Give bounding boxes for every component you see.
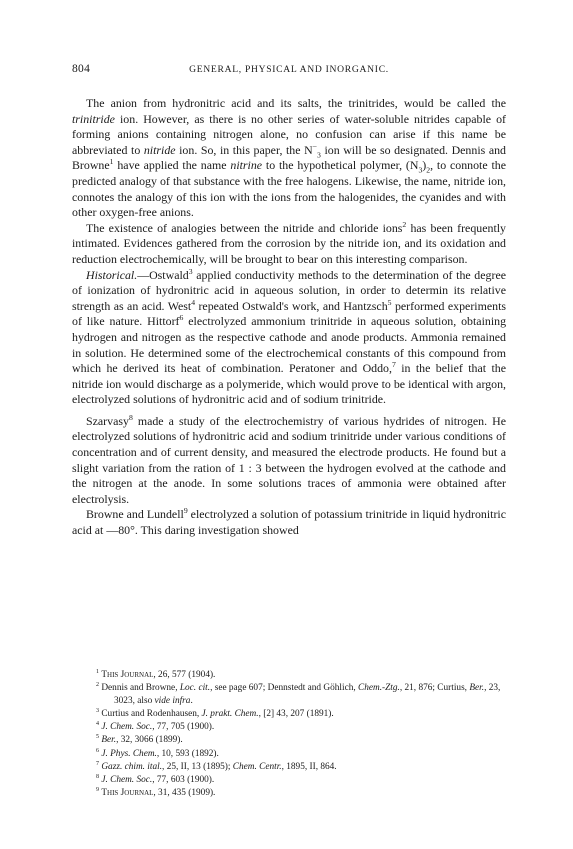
text-run: electrolyzed a solution of potassium trinitride in liquid hydronitric acid at —80°. This daring investigation showed <box>72 507 506 538</box>
text-run: Browne and Lundell <box>86 507 184 522</box>
footnote-italic: Chem.-Ztg. <box>358 683 400 694</box>
section-heading-inline: Historical. <box>86 267 138 282</box>
footnote-ref: 8 <box>128 412 133 422</box>
italic-term: nitride <box>143 142 176 157</box>
footnote-text: , 77, 705 (1900). <box>152 722 215 733</box>
footnote-number: 5 <box>96 734 100 741</box>
footnote-italic: vide infra <box>154 696 191 707</box>
text-run: in the belief that the nitride ion would discharge as a polymeride, which would prove to be identical with argon, electrolyzed solutions of hydronitric acid and of sodium trinitride. <box>72 361 506 407</box>
text-run: has been frequently intimated. Evidences gathered from the corrosion by the nitride ion, and its oxidation and reduction electrochemically, will be brought to bear on this interesting comparison. <box>72 220 507 266</box>
text-run: ) <box>422 158 427 173</box>
footnote-number: 3 <box>96 708 100 715</box>
footnote-ref: 7 <box>391 360 396 370</box>
paragraph-1 <box>72 96 506 221</box>
text-run: electrolyzed ammonium trinitride in aqueous solution, obtaining hydrogen and nitrogen as the respective cathode and anode products. Ammonia remained in solution. He determined some of the electrochemical constants of this compound from which he derived its heat of combination. Peratoner and Oddo, <box>72 314 507 376</box>
footnote-ref: 1 <box>109 157 114 167</box>
footnote-ref: 6 <box>179 313 184 323</box>
footnote-italic: Chem. Centr. <box>232 761 282 772</box>
footnote-6 <box>72 748 506 761</box>
footnote-italic: Loc. cit. <box>179 683 211 694</box>
footnote-ref: 3 <box>188 266 193 276</box>
text-run: —Ostwald <box>137 267 189 282</box>
italic-term: nitrine <box>230 158 263 173</box>
footnote-italic: Gazz. chim. ital. <box>101 761 163 772</box>
text-run: ion. However, as there is no other series of water-soluble nitrides capable of forming anions containing nitrogen alone, no confusion can arise if this name be abbreviated to <box>72 111 506 157</box>
running-head: GENERAL, PHYSICAL AND INORGANIC. <box>189 64 389 75</box>
footnote-number: 4 <box>96 721 100 728</box>
footnote-1 <box>72 669 506 682</box>
text-run: The existence of analogies between the nitride and chloride ions <box>86 220 403 235</box>
footnote-text: , [2] 43, 207 (1891). <box>258 709 334 720</box>
charge-superscript: − <box>312 141 318 151</box>
footnote-italic: Ber. <box>469 683 485 694</box>
footnote-text: , 23, 3023, also <box>114 683 501 707</box>
text-run: to the hypothetical polymer, (N <box>262 158 419 173</box>
footnote-2 <box>72 682 506 708</box>
footnote-text: This Journal, 31, 435 (1909). <box>101 787 216 798</box>
footnote-text: Curtius and Rodenhausen, <box>101 709 202 720</box>
text-run: ion. So, in this paper, the N <box>175 142 313 157</box>
paragraph-3 <box>72 268 506 408</box>
page-number: 804 <box>72 63 91 75</box>
footnote-text: , 1895, II, 864. <box>281 761 337 772</box>
paragraph-2 <box>72 221 506 268</box>
text-run: made a study of the electrochemistry of various hydrides of nitrogen. He electrolyzed solutions of hydronitric acid and sodium trinitride under various conditions of concentration and of current density, and measured the electrode products. He found but a slight variation from the ration of 1 : 3 between the hydrogen evolved at the cathode and the nitrogen at the anode. In some solutions traces of ammonia were obtained after electrolysis. <box>72 413 506 506</box>
text-run: Szarvasy <box>86 413 129 428</box>
footnote-text: Dennis and Browne, <box>101 683 180 694</box>
footnote-italic: Ber. <box>101 735 117 746</box>
footnote-8 <box>72 774 506 787</box>
text-run: ion will be so designated. Dennis and Browne <box>72 142 506 173</box>
footnote-ref: 4 <box>191 297 196 307</box>
footnote-text: , 21, 876; Curtius, <box>399 683 470 694</box>
footnote-7 <box>72 761 506 774</box>
footnote-number: 8 <box>96 773 100 780</box>
body-text <box>72 96 506 539</box>
text-run: The anion from hydronitric acid and its salts, the trinitrides, would be called the <box>86 96 506 110</box>
footnote-italic: J. Phys. Chem. <box>101 748 157 759</box>
footnote-italic: J. Chem. Soc. <box>101 722 153 733</box>
subscript: 3 <box>418 165 423 175</box>
footnote-italic: J. Chem. Soc. <box>101 774 153 785</box>
footnote-ref: 5 <box>387 297 392 307</box>
subscript: 2 <box>426 165 431 175</box>
footnote-ref: 2 <box>402 219 407 229</box>
text-run: applied conductivity methods to the determination of the degree of ionization of hydronitric acid in aqueous solution, in order to determin its relative strength as an acid. West <box>72 267 506 313</box>
footnote-number: 7 <box>96 760 100 767</box>
text-run: have applied the name <box>113 158 231 173</box>
footnote-4 <box>72 721 506 734</box>
text-run: , to connote the predicted analogy of that substance with the free halogens. Likewise, the name, nitride ion, connotes the analogy of this ion with the ions from the halogenides, the cyanides and with other oxygen-free anions. <box>72 158 506 220</box>
footnote-5 <box>72 734 506 747</box>
italic-term: trinitride <box>72 111 115 126</box>
footnote-text: , 10, 593 (1892). <box>156 748 219 759</box>
footnote-number: 6 <box>96 747 100 754</box>
footnote-italic: J. prakt. Chem. <box>201 709 259 720</box>
footnote-ref: 9 <box>183 506 188 516</box>
footnotes <box>72 669 506 800</box>
subscript: 3 <box>317 150 321 160</box>
footnote-number: 1 <box>96 668 100 675</box>
text-run: performed experiments of like nature. Hittorf <box>72 298 506 329</box>
page-header <box>72 63 506 79</box>
footnote-text: , 32, 3066 (1899). <box>116 735 183 746</box>
footnote-text: , see page 607; Dennstedt and Göhlich, <box>210 683 359 694</box>
text-run: repeated Ostwald's work, and Hantzsch <box>195 298 388 313</box>
footnote-9 <box>72 787 506 800</box>
footnote-number: 9 <box>96 786 100 793</box>
footnote-text: , 25, II, 13 (1895); <box>162 761 233 772</box>
footnote-number: 2 <box>96 682 100 688</box>
paragraph-4 <box>72 414 506 508</box>
footnote-text: . <box>190 696 193 707</box>
footnote-3 <box>72 708 506 721</box>
footnote-text: This Journal, 26, 577 (1904). <box>101 670 216 680</box>
paragraph-5 <box>72 507 506 538</box>
footnote-text: , 77, 603 (1900). <box>152 774 215 785</box>
